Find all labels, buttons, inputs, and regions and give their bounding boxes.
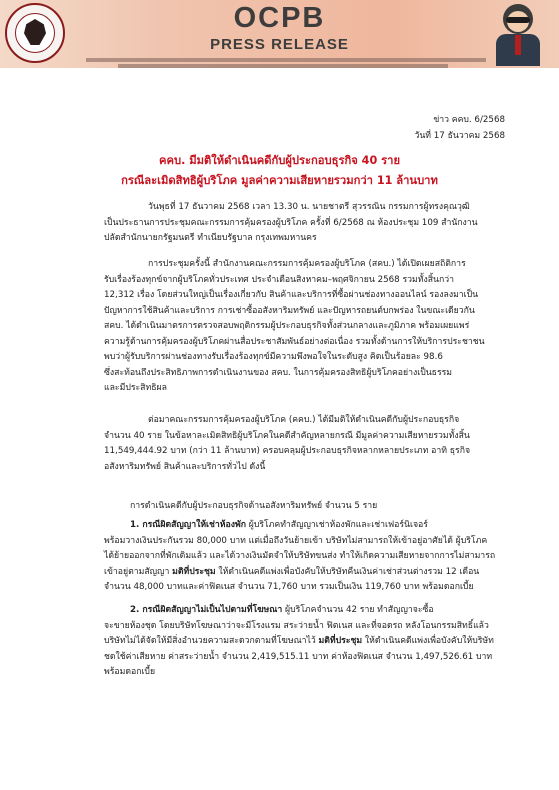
text-line: อสังหาริมทรัพย์ สินค้าและบริการทั่วไป ดังนี้ xyxy=(104,461,266,472)
section-heading: การดำเนินคดีกับผู้ประกอบธุรกิจด้านอสังหาริมทรัพย์ จำนวน 5 ราย xyxy=(130,501,378,511)
text-line: เป็นประธานการประชุมคณะกรรมการคุ้มครองผู้บริโภค ครั้งที่ 6/2568 ณ ห้องประชุม 109 สำนักงาน xyxy=(104,217,478,228)
text-line: ซึ่งสะท้อนถึงประสิทธิภาพการดำเนินงานของ สคบ. ในการคุ้มครองสิทธิผู้บริโภคอย่างเป็นธรรม xyxy=(104,367,453,378)
case-1-text: ผู้บริโภคทำสัญญาเช่าห้องพักและเช่าเฟอร์นิเจอร์ xyxy=(245,520,428,530)
header-banner xyxy=(0,0,559,68)
case-2-label: 2. กรณีผิดสัญญาไม่เป็นไปตามที่โฆษณา xyxy=(130,605,283,615)
address-line-2 xyxy=(118,64,448,68)
brand-subtitle: PRESS RELEASE xyxy=(210,36,349,53)
case-2-text: ผู้บริโภคจำนวน 42 ราย ทำสัญญาจะซื้อ xyxy=(282,605,434,615)
text-line: ชดใช้ค่าเสียหาย ค่าสระว่ายน้ำ จำนวน 2,419,515.11 บาท ค่าห้องฟิตเนส จำนวน 1,497,526.61 บาท xyxy=(104,651,493,662)
text-line: จำนวน 40 ราย ในข้อหาละเมิดสิทธิผู้บริโภคในคดีสำคัญหลายกรณี มีมูลค่าความเสียหายรวมทั้งสิ้น xyxy=(104,430,470,441)
text-line: พร้อมดอกเบี้ย xyxy=(104,667,156,677)
paragraph-1 xyxy=(104,200,499,247)
text-line: สคบ. ได้ดำเนินมาตรการตรวจสอบพฤติกรรมผู้ประกอบธุรกิจทั้งส่วนกลางและภูมิภาค พร้อมเผยแพร่ xyxy=(104,321,470,331)
address-line-1 xyxy=(86,58,486,62)
text-line: จะขายห้องชุด โดยบริษัทโฆษณาว่าจะมีโรงแรม สระว่ายน้ำ ฟิตเนส และที่จอดรถ หลังโอนกรรมสิทธิ์แล้ว xyxy=(104,620,489,631)
paragraph-3 xyxy=(104,413,499,475)
text-line: จำนวน 48,000 บาทและค่าฟิตเนส จำนวน 71,760 บาท รวมเป็นเงิน 119,760 บาท พร้อมดอกเบี้ย xyxy=(104,582,474,592)
resolution-label: มติที่ประชุม xyxy=(172,566,216,577)
release-date: วันที่ 17 ธันวาคม 2568 xyxy=(414,131,505,141)
text-line: พบว่าผู้รับบริการผ่านช่องทางรับเรื่องร้องทุกข์มีความพึงพอใจในระดับสูง คิดเป็นร้อยละ 98.6 xyxy=(104,352,443,362)
headline-line-2: กรณีละเมิดสิทธิผู้บริโภค มูลค่าความเสียหายรวมกว่า 11 ล้านบาท xyxy=(121,174,438,187)
mascot-character-icon xyxy=(486,2,552,66)
case-1: 1. กรณีผิดสัญญาให้เช่าห้องพัก ผู้บริโภคทำสัญญาเช่าห้องพักและเช่าเฟอร์นิเจอร์ พร้อมวางเงินประกันรวม 80,000 บาท แต่เมื่อถึงวันย้ายเข้า บริษัทไม่สามารถให้เข้าอยู่อาศัยได้ ผู้บริโภค ได้ย้ายออกจากที่พักเดิมแล้ว และได้วางเงินมัดจำให้บริษัทขนส่ง ทำให้เกิดความเสียหายจากการไม่สามารถ เข้าอยู่ตามสัญญา มติที่ประชุม ให้ดำเนินคดีแพ่งเพื่อบังคับให้บริษัทคืนเงินค่าเช่าส่วนต่างรวม 12 เดือน จำนวน 48,000 บาทและค่าฟิตเนส จำนวน 71,760 บาท รวมเป็นเงิน 119,760 บาท พร้อมดอกเบี้ย xyxy=(104,518,499,596)
text-line: ปลัดสำนักนายกรัฐมนตรี ทำเนียบรัฐบาล กรุงเทพมหานคร xyxy=(104,233,317,243)
text-line: วันพุธที่ 17 ธันวาคม 2568 เวลา 13.30 น. นายชาตรี สุวรรณิน กรรมการผู้ทรงคุณวุฒิ xyxy=(148,202,470,212)
text-line: 11,549,444.92 บาท (กว่า 11 ล้านบาท) ครอบคลุมผู้ประกอบธุรกิจหลากหลายประเภท อาทิ ธุรกิจ xyxy=(104,446,471,456)
resolution-label: มติที่ประชุม xyxy=(318,636,363,646)
text-line: ความรู้ด้านการคุ้มครองผู้บริโภคผ่านสื่อประชาสัมพันธ์อย่างต่อเนื่อง รวมทั้งด้านการให้บริการประชาชน xyxy=(104,336,485,347)
brand-title: OCPB xyxy=(233,2,326,34)
text-line: และมีประสิทธิผล xyxy=(104,383,167,393)
case-2: 2. กรณีผิดสัญญาไม่เป็นไปตามที่โฆษณา ผู้บริโภคจำนวน 42 ราย ทำสัญญาจะซื้อ จะขายห้องชุด โดยบริษัทโฆษณาว่าจะมีโรงแรม สระว่ายน้ำ ฟิตเนส และที่จอดรถ หลังโอนกรรมสิทธิ์แล้ว บริษัทไม่ได้จัดให้มีสิ่งอำนวยความสะดวกตามที่โฆษณาไว้ มติที่ประชุม ให้ดำเนินคดีแพ่งเพื่อบังคับให้บริษัท ชดใช้ค่าเสียหาย ค่าสระว่ายน้ำ จำนวน 2,419,515.11 บาท ค่าห้องฟิตเนส จำนวน 1,497,526.61 บาท พร้อมดอกเบี้ย xyxy=(104,603,499,681)
text-line: ต่อมาคณะกรรมการคุ้มครองผู้บริโภค (คคบ.) ได้มีมติให้ดำเนินคดีกับผู้ประกอบธุรกิจ xyxy=(148,415,460,425)
release-number: ข่าว คคบ. 6/2568 xyxy=(433,115,505,125)
text-line: พร้อมวางเงินประกันรวม 80,000 บาท แต่เมื่อถึงวันย้ายเข้า บริษัทไม่สามารถให้เข้าอยู่อาศัยได้ ผู้บริโภค xyxy=(104,535,488,546)
text-line: รับเรื่องร้องทุกข์จากผู้บริโภคทั่วประเทศ ประจำเดือนสิงหาคม–พฤศจิกายน 2568 รวมทั้งสิ้นกว่า xyxy=(104,274,454,285)
text-line: การประชุมครั้งนี้ สำนักงานคณะกรรมการคุ้มครองผู้บริโภค (สคบ.) ได้เปิดเผยสถิติการ xyxy=(148,259,466,269)
paragraph-2 xyxy=(104,257,499,397)
text-line: 12,312 เรื่อง โดยส่วนใหญ่เป็นเรื่องเกี่ยวกับ สินค้าและบริการที่ซื้อผ่านช่องทางออนไลน์ รองลงมาเป็น xyxy=(104,290,479,300)
case-1-label: 1. กรณีผิดสัญญาให้เช่าห้องพัก xyxy=(130,520,246,530)
text-line: ปัญหาการใช้สินค้าและบริการ การเช่าซื้ออสังหาริมทรัพย์ และปัญหารถยนต์บกพร่อง ในขณะเดียวกัน xyxy=(104,305,475,316)
headline-line-1: คคบ. มีมติให้ดำเนินคดีกับผู้ประกอบธุรกิจ 40 ราย xyxy=(159,154,400,167)
text-line: ได้ย้ายออกจากที่พักเดิมแล้ว และได้วางเงินมัดจำให้บริษัทขนส่ง ทำให้เกิดความเสียหายจากการไม่สามารถ xyxy=(104,551,496,561)
